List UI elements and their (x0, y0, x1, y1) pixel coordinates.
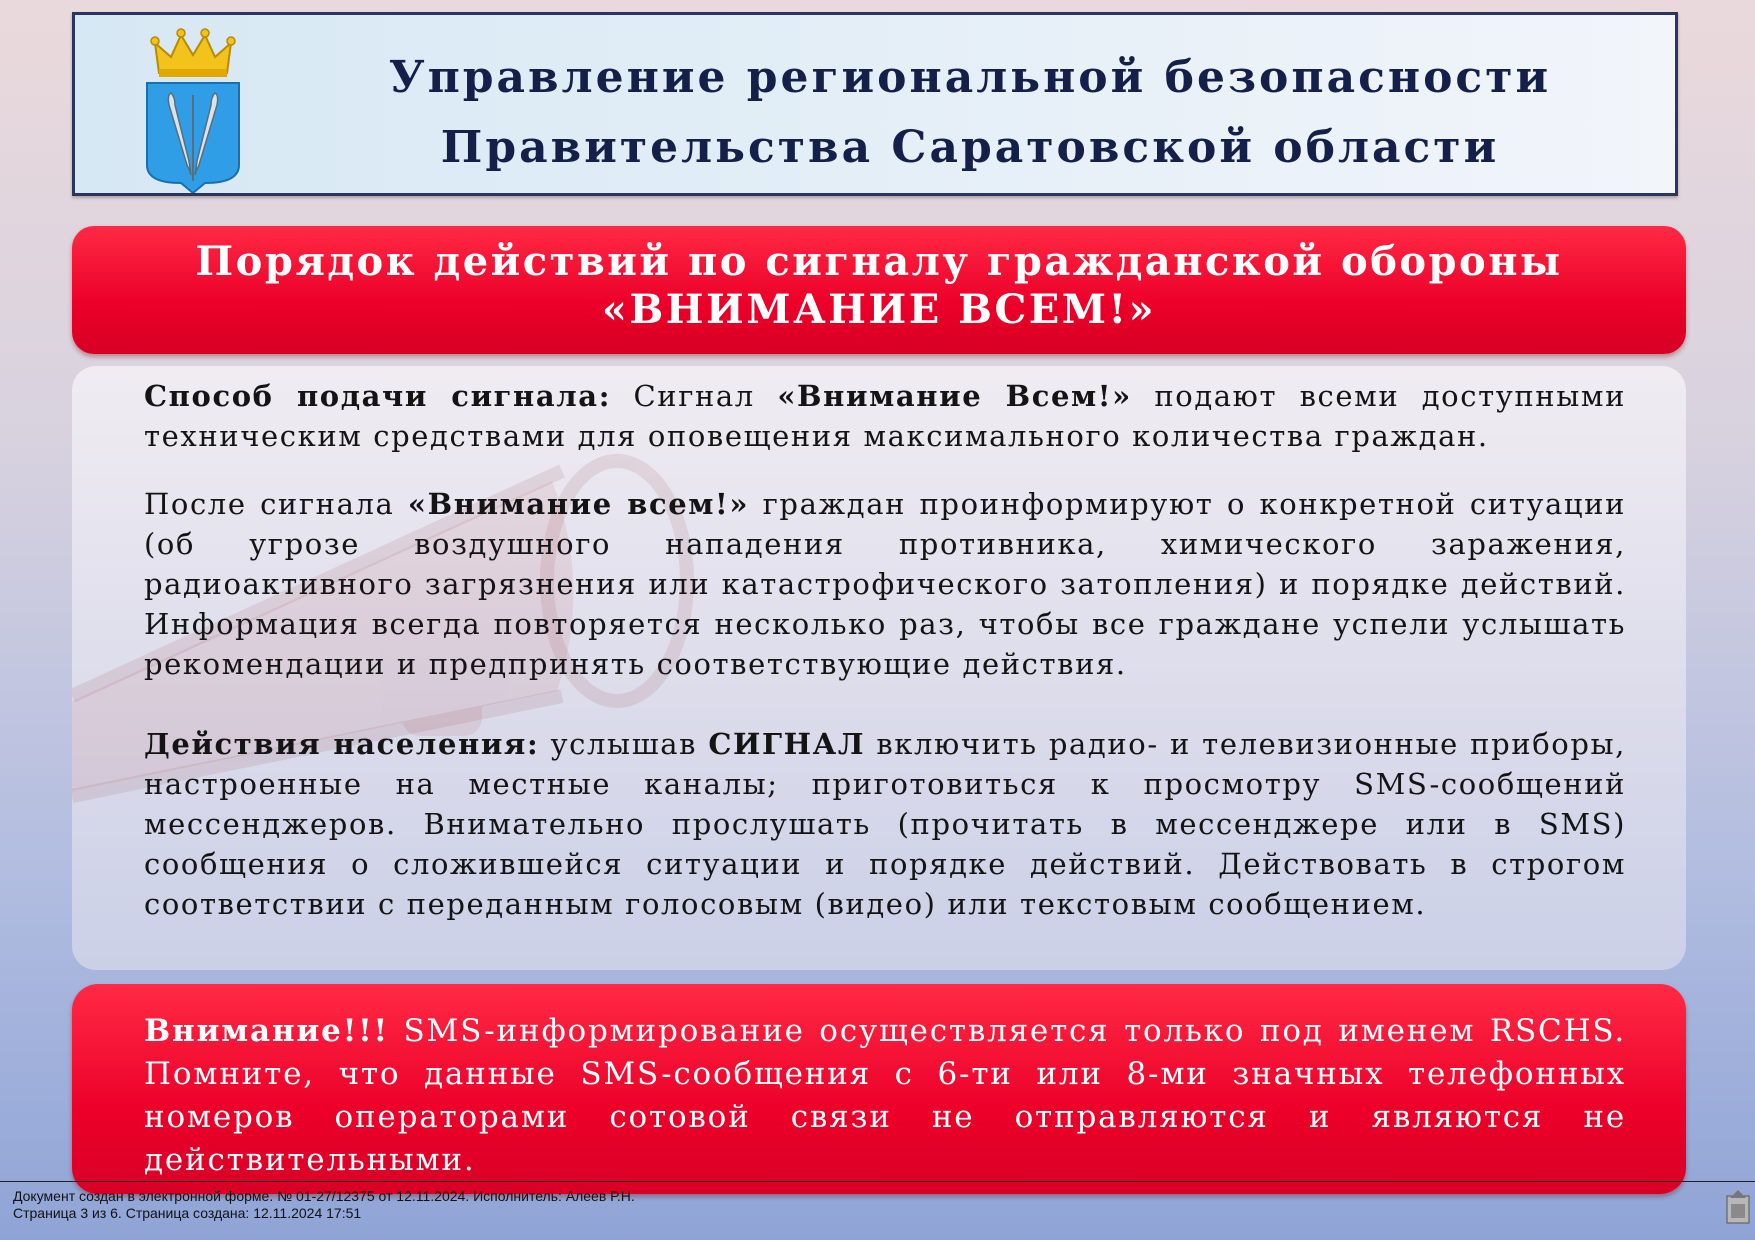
header-title-line1: Управление региональной безопасности (388, 52, 1552, 103)
footer-line2: Страница 3 из 6. Страница создана: 12.11.2024 17:51 (13, 1205, 362, 1221)
sms-warning-panel (72, 984, 1686, 1194)
after-signal-signal: «Внимание всем!» (407, 487, 750, 521)
signal-method-paragraph (144, 376, 1626, 456)
banner-line2: «ВНИМАНИЕ ВСЕМ!» (601, 286, 1157, 333)
population-actions-signal: СИГНАЛ (708, 727, 866, 761)
footer-line1: Документ создан в электронной форме. № 01-27/12375 от 12.11.2024. Исполнитель: Алеев Р.Н. (13, 1188, 635, 1204)
instructions-panel (72, 366, 1686, 970)
header-title-line2: Правительства Саратовской области (440, 122, 1500, 173)
signal-method-text-b: подают всеми доступными техническим средствами для оповещения максимального количества граждан. (144, 379, 1627, 453)
signal-title-banner (72, 226, 1686, 354)
after-signal-text-a: После сигнала (144, 487, 408, 521)
population-actions-text-b: включить радио- и телевизионные приборы, настроенные на местные каналы; приготовиться к просмотру SMS-сообщений мессенджеров. Внимательно прослушать (прочитать в мессенджере или в SMS) сообщения о сложившейся ситуации и порядке действий. Действовать в строгом соответствии с переданным голосовым (видео) или текстовым сообщением. (144, 727, 1626, 921)
signal-method-signal: «Внимание Всем!» (777, 379, 1132, 413)
population-actions-paragraph (144, 724, 1626, 924)
sms-warning-text: SMS-информирование осуществляется только под именем RSCHS. Помните, что данные SMS-сообщения с 6-ти или 8-ми значных телефонных номеров операторами сотовой связи не отправляются и являются не действительными. (144, 1013, 1626, 1178)
sms-warning-paragraph (144, 1010, 1626, 1182)
banner-line1: Порядок действий по сигналу гражданской обороны (195, 238, 1563, 285)
footer-divider (0, 1181, 1755, 1182)
population-actions-text-a: услышав (539, 727, 709, 761)
header-title (305, 43, 1635, 183)
sms-warning-label: Внимание!!! (144, 1013, 389, 1049)
document-footer (13, 1188, 635, 1222)
signal-method-label: Способ подачи сигнала: (144, 379, 612, 413)
document-stamp-icon (1726, 1190, 1750, 1224)
saratov-coat-of-arms-icon (143, 25, 243, 193)
population-actions-label: Действия населения: (144, 727, 540, 761)
after-signal-text-b: граждан проинформируют о конкретной ситуации (об угрозе воздушного нападения противника, химического заражения, радиоактивного загрязнения или катастрофического затопления) и порядке действий. Информация всегда повторяется несколько раз, чтобы все граждане успели услышать рекомендации и предпринять соответствующие действия. (144, 487, 1626, 681)
signal-method-text-a: Сигнал (611, 379, 778, 413)
header-panel (72, 12, 1678, 196)
after-signal-paragraph (144, 484, 1626, 684)
